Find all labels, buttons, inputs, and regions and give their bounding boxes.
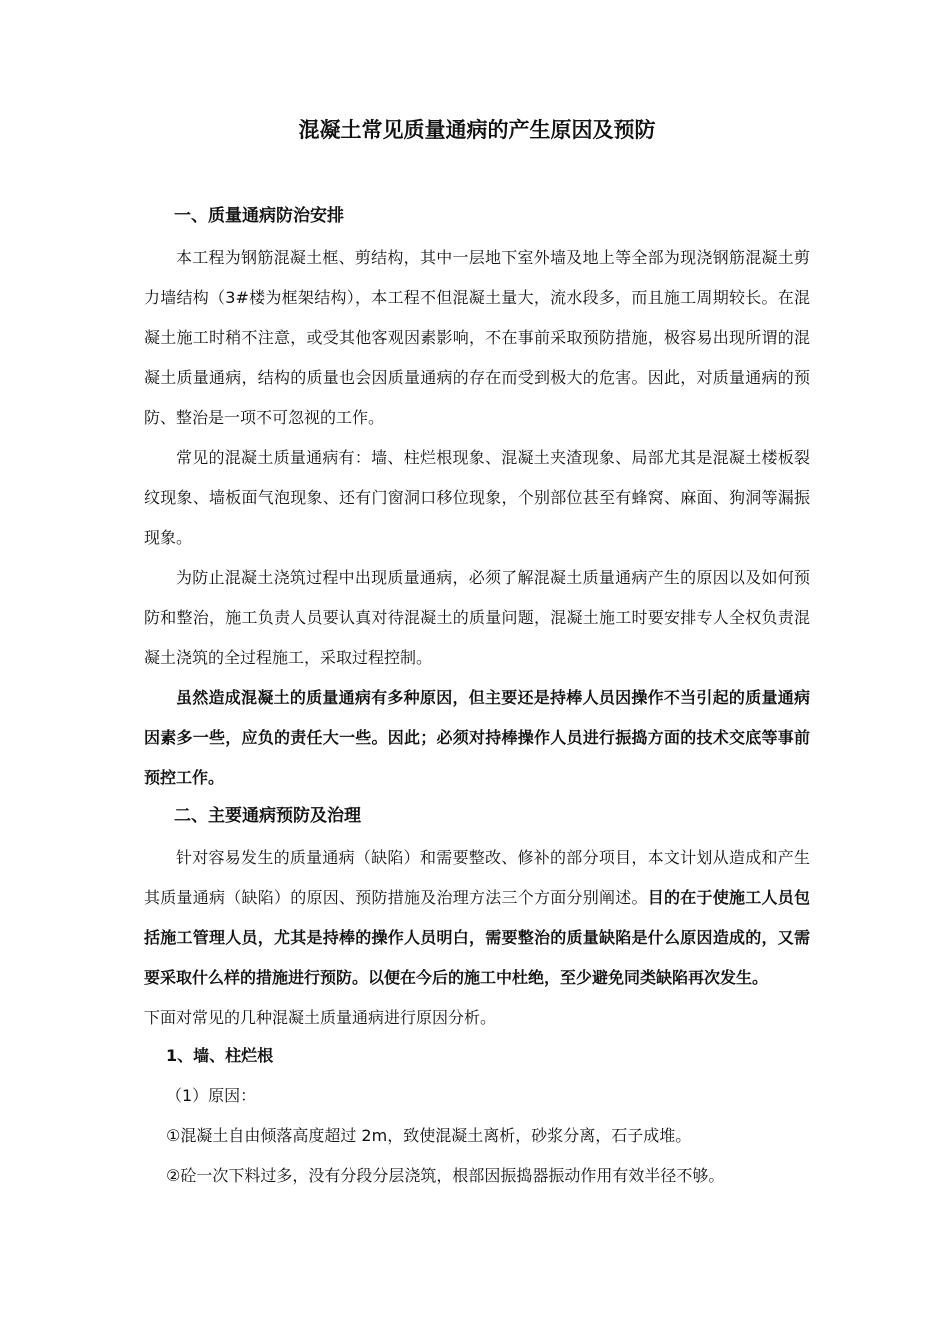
section-1-paragraph-1: 本工程为钢筋混凝土框、剪结构，其中一层地下室外墙及地上等全部为现浇钢筋混凝土剪力墙结构（3#楼为框架结构），本工程不但混凝土量大，流水段多，而且施工周期较长。在混凝土施工时稍不注意，或受其他客观因素影响，不在事前采取预防措施，极容易出现所谓的混凝土质量通病，结构的质量也会因质量通病的存在而受到极大的危害。因此，对质量通病的预防、整治是一项不可忽视的工作。 bbox=[144, 248, 810, 427]
section-1-paragraph-2: 常见的混凝土质量通病有：墙、柱烂根现象、混凝土夹渣现象、局部尤其是混凝土楼板裂纹现象、墙板面气泡现象、还有门窗洞口移位现象，个别部位甚至有蜂窝、麻面、狗洞等漏振现象。 bbox=[144, 448, 810, 547]
document-title: 混凝土常见质量通病的产生原因及预防 bbox=[298, 118, 656, 142]
subsection-1-heading: 1、墙、柱烂根 bbox=[166, 1046, 274, 1065]
section-1-paragraph-3: 为防止混凝土浇筑过程中出现质量通病，必须了解混凝土质量通病产生的原因以及如何预防和整治，施工负责人员要认真对待混凝土的质量问题，混凝土施工时要安排专人全权负责混凝土浇筑的全过程施工，采取过程控制。 bbox=[144, 568, 810, 667]
subsection-1-cause-item-1: ①混凝土自由倾落高度超过 2m，致使混凝土离析，砂浆分离，石子成堆。 bbox=[166, 1126, 692, 1145]
section-2-paragraph-1-normal: 针对容易发生的质量通病（缺陷）和需要整改、修补的部分项目，本文计划从造成和产生其质量通病（缺陷）的原因、预防措施及治理方法三个方面分别阐述。 bbox=[144, 848, 810, 907]
section-2-paragraph-1-bold: 目的在于使施工人员包括施工管理人员，尤其是持棒的操作人员明白，需要整治的质量缺陷是什么原因造成的，又需要采取什么样的措施进行预防。以便在今后的施工中杜绝，至少避免同类缺陷再次发生。 bbox=[144, 888, 810, 987]
section-1-paragraph-4: 虽然造成混凝土的质量通病有多种原因，但主要还是持棒人员因操作不当引起的质量通病因素多一些，应负的责任大一些。因此；必须对持棒操作人员进行振捣方面的技术交底等事前预控工作。 bbox=[144, 688, 810, 787]
section-2-heading: 二、主要通病预防及治理 bbox=[174, 806, 361, 826]
section-2-paragraph-1-tail: 下面对常见的几种混凝土质量通病进行原因分析。 bbox=[144, 1008, 497, 1027]
subsection-1-cause-item-2: ②砼一次下料过多，没有分段分层浇筑，根部因振捣器振动作用有效半径不够。 bbox=[166, 1166, 725, 1185]
section-1-heading: 一、质量通病防治安排 bbox=[174, 206, 344, 226]
section-2-paragraph-1 bbox=[144, 838, 810, 998]
subsection-1-cause-label: （1）原因： bbox=[166, 1086, 257, 1105]
